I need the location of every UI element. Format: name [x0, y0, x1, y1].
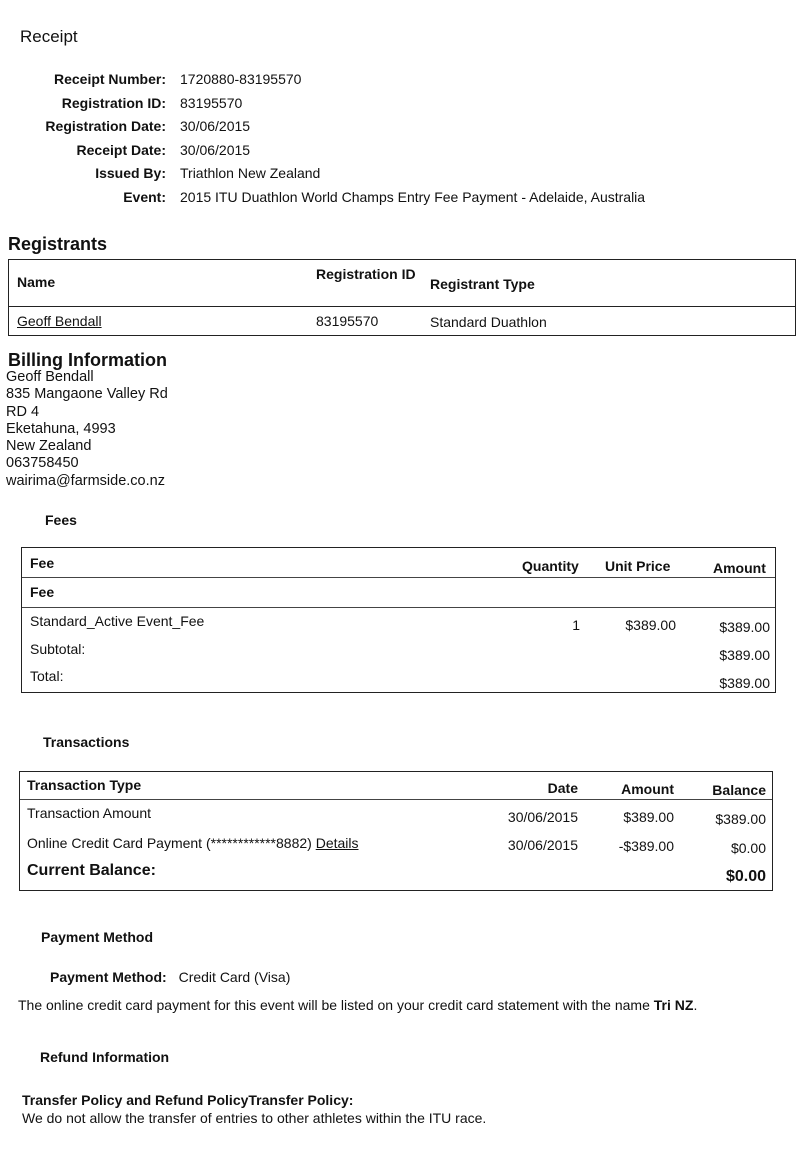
col-unit-price-header: Unit Price [605, 558, 671, 574]
billing-email: wairima@farmside.co.nz [6, 472, 165, 489]
transaction-amount: $389.00 [623, 809, 674, 825]
col-transaction-type-header: Transaction Type [27, 777, 142, 793]
col-balance-header: Balance [712, 782, 766, 798]
total-value: $389.00 [719, 675, 770, 691]
meta-row-receipt-date [0, 142, 796, 166]
transactions-heading: Transactions [43, 734, 130, 750]
registrant-type: Standard Duathlon [430, 314, 547, 330]
meta-value: 83195570 [180, 94, 243, 111]
meta-row-registration-id [0, 95, 796, 119]
payment-method-label: Payment Method: [50, 969, 167, 985]
billing-line: New Zealand [6, 438, 92, 455]
statement-end: . [693, 997, 698, 1013]
meta-row-issued-by [0, 165, 796, 189]
details-link[interactable]: Details [315, 835, 359, 851]
billing-address [6, 369, 168, 490]
statement-note [18, 997, 697, 1013]
meta-label: Receipt Date: [76, 141, 166, 158]
meta-value: 30/06/2015 [180, 118, 251, 134]
subtotal-value: $389.00 [719, 647, 770, 663]
col-fee-header: Fee [30, 555, 55, 571]
transaction-balance: $389.00 [715, 811, 766, 827]
payment-method-value: Credit Card (Visa) [178, 969, 291, 985]
meta-row-receipt-number [0, 71, 796, 95]
transaction-amount: -$389.00 [618, 838, 674, 854]
meta-row-event [0, 189, 796, 213]
payment-heading: Payment Method [41, 929, 154, 945]
meta-value: 1720880-83195570 [180, 71, 302, 87]
col-amount-header: Amount [621, 781, 674, 797]
meta-value: 30/06/2015 [180, 141, 251, 158]
meta-label: Registration ID: [61, 94, 166, 111]
registrants-heading: Registrants [8, 234, 108, 254]
transaction-type-text: Online Credit Card Payment (************8882) [27, 835, 312, 851]
meta-row-registration-date [0, 118, 796, 142]
billing-line: 063758450 [6, 455, 79, 472]
transaction-type [27, 835, 359, 851]
divider [20, 799, 772, 800]
billing-line: RD 4 [6, 403, 40, 420]
registrants-table [8, 259, 796, 336]
page-title: Receipt [20, 27, 78, 46]
registrant-id: 83195570 [316, 313, 379, 329]
transaction-date: 30/06/2015 [507, 837, 578, 853]
transactions-table [19, 771, 773, 891]
meta-label: Event: [123, 188, 166, 205]
meta-value: 2015 ITU Duathlon World Champs Entry Fee Payment - Adelaide, Australia [180, 188, 646, 205]
fee-name: Standard_Active Event_Fee [30, 613, 205, 629]
registrants-header-row [9, 260, 795, 307]
current-balance-label: Current Balance: [27, 862, 156, 879]
col-registration-id-header: Registration ID [316, 266, 416, 282]
billing-line: 835 Mangaone Valley Rd [6, 386, 168, 403]
col-name-header: Name [17, 274, 56, 290]
total-label: Total: [30, 668, 64, 684]
divider [22, 607, 775, 608]
billing-heading: Billing Information [8, 350, 167, 370]
col-date-header: Date [547, 780, 578, 796]
transaction-date: 30/06/2015 [507, 809, 578, 825]
fee-unit-price: $389.00 [625, 617, 676, 633]
refund-heading: Refund Information [40, 1049, 170, 1065]
current-balance-value: $0.00 [725, 868, 766, 885]
policy-title: Transfer Policy and Refund PolicyTransfer Policy: [22, 1092, 354, 1108]
fee-group-label: Fee [30, 584, 55, 600]
transaction-balance: $0.00 [730, 840, 766, 856]
policy-text: We do not allow the transfer of entries to other athletes within the ITU race. [22, 1110, 487, 1126]
fee-amount: $389.00 [719, 619, 770, 635]
statement-note-text: The online credit card payment for this event will be listed on your credit card statement with the name [18, 997, 650, 1013]
payment-method-row [50, 969, 290, 985]
meta-label: Issued By: [95, 165, 166, 181]
statement-name: Tri NZ [653, 997, 694, 1013]
divider [22, 577, 775, 578]
transaction-type: Transaction Amount [27, 805, 151, 821]
subtotal-label: Subtotal: [30, 641, 86, 657]
col-amount-header: Amount [713, 560, 766, 576]
meta-value: Triathlon New Zealand [180, 165, 321, 181]
fees-heading: Fees [45, 512, 77, 528]
meta-label: Registration Date: [45, 118, 166, 134]
receipt-meta [0, 71, 796, 212]
meta-label: Receipt Number: [53, 71, 166, 87]
fee-quantity: 1 [572, 617, 580, 633]
fees-table [21, 547, 776, 693]
col-quantity-header: Quantity [522, 558, 579, 574]
billing-line: Geoff Bendall [6, 369, 94, 385]
col-registrant-type-header: Registrant Type [430, 276, 535, 292]
registrant-name-link[interactable]: Geoff Bendall [17, 313, 102, 329]
billing-line: Eketahuna, 4993 [6, 420, 116, 437]
